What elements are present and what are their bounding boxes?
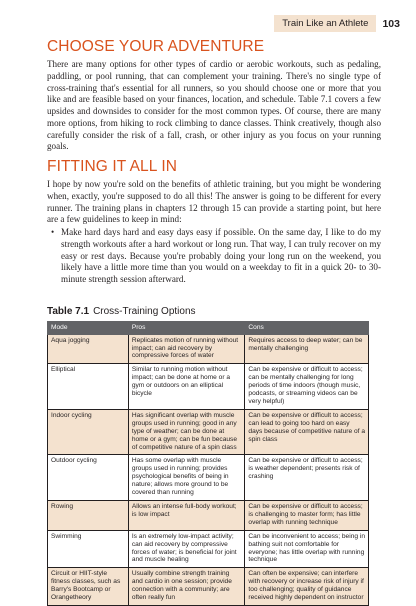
cell-mode: Outdoor cycling: [48, 455, 129, 501]
table-caption: Cross-Training Options: [93, 305, 196, 317]
table-row: [48, 409, 369, 455]
cell-mode: Swimming: [48, 530, 129, 568]
running-head: [274, 14, 400, 33]
cell-pros: Is an extremely low-impact activity; can aid recovery by compressive forces of water; is beneficial for joint and muscle healing: [128, 530, 245, 568]
cell-pros: Has significant overlap with muscle groups used in running; good in any type of weather; can be done at home or a gym; can be fun because of competitive nature of a spin class: [128, 409, 245, 455]
cell-mode: Aqua jogging: [48, 334, 129, 364]
cell-cons: Can often be expensive; can interfere with recovery or increase risk of injury if too challenging; quality of guidance received highly dependent on instructor: [245, 568, 369, 606]
cell-pros: Usually combine strength training and cardio in one session; provide connection with a community; are often really fun: [128, 568, 245, 606]
cell-pros: Allows an intense full-body workout; is low impact: [128, 500, 245, 530]
page-body: [47, 38, 381, 606]
table-title: [47, 306, 381, 317]
cell-pros: Replicates motion of running without impact; can aid recovery by compressive forces of water: [128, 334, 245, 364]
cross-training-table: [47, 321, 369, 606]
paragraph-choose-your-adventure: There are many options for other types of cardio or aerobic workouts, such as pedaling, paddling, or pool running, that can complement your training. There's no single type of cross-training that's essential for all runners, so you should choose one or more that you like and are feasible based on your finances, location, and schedule. Table 7.1 covers a few upsides and downsides to consider for the most common types. Of course, there are many more options, from hiking to rock climbing to dance classes. Think creatively, though also carefully consider the risk of a fall, crash, or other injury as you focus on your running goals.: [47, 59, 381, 152]
cell-cons: Can be expensive or difficult to access; is challenging to master form; has little overlap with running technique: [245, 500, 369, 530]
cell-mode: Indoor cycling: [48, 409, 129, 455]
guideline-item: • Make hard days hard and easy days easy if possible. On the same day, I like to do my strength workouts after a hard workout or long run. That way, I can truly recover on my easy or rest days. Because you're probably doing your long run on the weekend, you likely have a little more time than you would on a weekday to fit in a quick 20- to 30-minute strength session afterward.: [61, 227, 381, 286]
cell-mode: Circuit or HIIT-style fitness classes, such as Barry's Bootcamp or Orangetheory: [48, 568, 129, 606]
cell-cons: Can be expensive or difficult to access; can be mentally challenging for long periods of time indoors (though music, podcasts, or streaming videos can be very helpful): [245, 364, 369, 410]
table-number: Table 7.1: [47, 305, 90, 317]
table-row: [48, 500, 369, 530]
table-row: [48, 364, 369, 410]
column-header-mode: Mode: [48, 321, 129, 334]
section-heading-fitting-it-all-in: FITTING IT ALL IN: [47, 158, 178, 175]
guideline-list: [47, 227, 381, 286]
cell-pros: Similar to running motion without impact; can be done at home or a gym or outdoors on an elliptical bicycle: [128, 364, 245, 410]
cell-cons: Can be expensive or difficult to access; can lead to going too hard on easy days because of competitive nature of a spin class: [245, 409, 369, 455]
table-row: [48, 334, 369, 364]
cell-mode: Rowing: [48, 500, 129, 530]
section-heading-choose-your-adventure: CHOOSE YOUR ADVENTURE: [47, 38, 265, 55]
column-header-cons: Cons: [245, 321, 369, 334]
table-row: [48, 568, 369, 606]
table-row: [48, 530, 369, 568]
column-header-pros: Pros: [128, 321, 245, 334]
page-number: 103: [382, 17, 400, 30]
table-row: [48, 455, 369, 501]
table-header-row: [48, 321, 369, 334]
cell-pros: Has some overlap with muscle groups used in running; provides psychological benefits of being in nature; allows more ground to be covered than running: [128, 455, 245, 501]
cell-cons: Requires access to deep water; can be mentally challenging: [245, 334, 369, 364]
cell-mode: Elliptical: [48, 364, 129, 410]
cell-cons: Can be inconvenient to access; being in bathing suit not comfortable for everyone; has little overlap with running technique: [245, 530, 369, 568]
running-head-title: Train Like an Athlete: [274, 15, 376, 32]
cell-cons: Can be expensive or difficult to access; is weather dependent; presents risk of crashing: [245, 455, 369, 501]
paragraph-fitting-it-all-in: I hope by now you're sold on the benefits of athletic training, but you might be wondering when, exactly, you're supposed to do all this! The answer is going to be different for every runner. The training plans in chapters 12 through 15 can provide a starting point, but here are a few guidelines to keep in mind:: [47, 179, 381, 225]
